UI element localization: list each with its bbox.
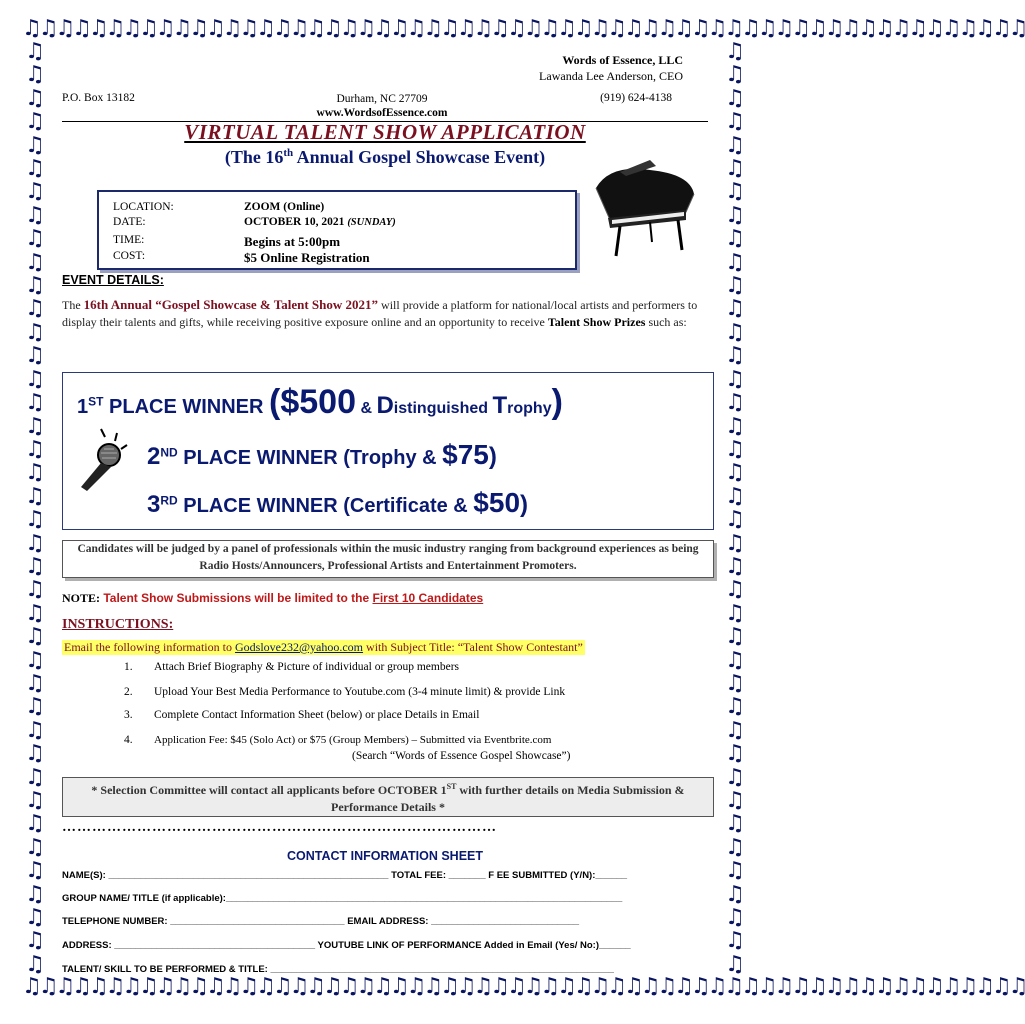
group-name-field[interactable]: GROUP NAME/ TITLE (if applicable):___________________________________________________________________________ [62, 893, 623, 904]
company-header [539, 52, 683, 84]
third-place-prize: 3RD PLACE WINNER (Certificate & $50) [147, 487, 529, 518]
event-info-box: LOCATION: ZOOM (Online) DATE: OCTOBER 10, 2021 (SUNDAY) TIME: Begins at 5:00pm COST: $5 Online Registration [97, 190, 577, 270]
city: Durham, NC 27709 [336, 93, 428, 105]
address-youtube-field[interactable]: ADDRESS: ______________________________________ YOUTUBE LINK OF PERFORMANCE Added in Email (Yes/ No:)______ [62, 940, 631, 951]
email-link[interactable]: Godslove232@yahoo.com [234, 640, 364, 654]
telephone-email-field[interactable]: TELEPHONE NUMBER: _________________________________ EMAIL ADDRESS: ____________________________ [62, 916, 580, 927]
first-candidates-link: First 10 Candidates [372, 591, 484, 605]
application-page: ♫♫♫♫♫♫♫♫♫♫♫♫♫♫♫♫♫♫♫♫♫♫♫♫♫♫♫♫♫♫♫♫♫♫♫♫♫♫♫♫♫♫♫♫♫♫♫♫♫♫♫♫♫♫♫♫♫♫♫♫ ♫♫♫♫♫♫♫♫♫♫♫♫♫♫♫♫♫♫♫♫♫♫♫♫♫♫♫♫♫♫♫♫♫♫♫♫♫♫♫♫♫♫♫♫♫♫♫♫♫♫♫♫♫♫♫♫♫♫♫♫ ♫ ♫ ♫ ♫ ♫ ♫ ♫ ♫ ♫ ♫ ♫ ♫ ♫ ♫ ♫ ♫ ♫ ♫ ♫ ♫ ♫ ♫ ♫ ♫ ♫ ♫ ♫ ♫ ♫ ♫ ♫ ♫ ♫ ♫ ♫ ♫ ♫ ♫ ♫ ♫ ♫ ♫ ♫ ♫ ♫ ♫ ♫ ♫ ♫ ♫ ♫ ♫ ♫ ♫ ♫ ♫ ♫ ♫ ♫ ♫ ♫ ♫ ♫ ♫ ♫ ♫ ♫ ♫ ♫ ♫ ♫ ♫ ♫ ♫ ♫ ♫ ♫ ♫ ♫ ♫ Words of Essence, LLC Lawanda Lee Anderson, CEO P.O. Box 13182 Durham, NC 27709 www.WordsofEssence.com (919) 624-4138 VIRTUAL TALENT SHOW APPLICATION (The 16th Annual Gospel Showcase Event) LOCATION: ZOOM (Online) DATE: OCTOBER 10, 2021 (SUNDAY) TIME: Begins at 5:00pm COST: $5 Online Registration EVENT DETAILS: The 16th Annual “Gospel Showcase & Talent Show 2021” will provide a platform for national/local artists and performers to display their talents and gifts, while receiving positive exposure online and an opportunity to receive Talent Show Prizes such as: 1ST PLACE WINNER ($500 & Distinguished Trophy) 2ND PLACE WINNER (Trophy & $75) 3RD PLACE WINNER (Certificate & $50) Candidates will be judged by a panel of professionals within the music industry ranging from background experiences as being Radio Hosts/Announcers, Professional Artists and Entertainment Promoters. NOTE: Talent Show Submissions will be limited to the First 10 Candidates INSTRUCTIONS: Email the following information to Godslove232@yahoo.com with Subject Title: “Talent Show Contestant” 1. Attach Brief Biography & Picture of individual or group members 2. Upload Your Best Media Performance to Youtube.com (3-4 minute limit) & provide Link 3. Complete Contact Information Sheet (below) or place Details in Email 4. Application Fee: $45 (Solo Act) or $75 (Group Members) – Submitted via Eventbrite.com (Search “Words of Essence Gospel Showcase”) * Selection Committee will contact all applicants before OCTOBER 1ST with further details on Media Submission & Performance Details * …………………………………………………………………………… CONTACT INFORMATION SHEET NAME(S): _____________________________________________________ TOTAL FEE: _______ F EE SUBMITTED (Y/N):______ GROUP NAME/ TITLE (if applicable):___________________________________________________________________________ TELEPHONE NUMBER: _________________________________ EMAIL ADDRESS: ____________________________ ADDRESS: ______________________________________ YOUTUBE LINK OF PERFORMANCE Added in Email (Yes/ No:)______ TALENT/ SKILL TO BE PERFORMED & TITLE: _________________________________________________________________ [22, 16, 1025, 999]
talent-skill-field[interactable]: TALENT/ SKILL TO BE PERFORMED & TITLE: _________________________________________________________________ [62, 964, 614, 975]
city-block [262, 92, 502, 120]
names-field[interactable]: NAME(S): _____________________________________________________ TOTAL FEE: _______ F EE SUBMITTED (Y/N):______ [62, 870, 628, 881]
page-subtitle: (The 16th Annual Gospel Showcase Event) [224, 147, 546, 167]
music-note-border-left: ♫ ♫ ♫ ♫ ♫ ♫ ♫ ♫ ♫ ♫ ♫ ♫ ♫ ♫ ♫ ♫ ♫ ♫ ♫ ♫ ♫ ♫ ♫ ♫ ♫ ♫ ♫ ♫ ♫ ♫ ♫ ♫ ♫ ♫ ♫ ♫ ♫ ♫ ♫ ♫ [25, 39, 45, 977]
page-title: VIRTUAL TALENT SHOW APPLICATION [184, 120, 586, 144]
selection-notice: * Selection Committee will contact all applicants before OCTOBER 1ST with further details on Media Submission & Performance Details * [62, 777, 714, 817]
judges-notice: Candidates will be judged by a panel of professionals within the music industry ranging from background experiences as being Radio Hosts/Announcers, Professional Artists and Entertainment Promoters. [62, 540, 714, 578]
event-details-heading: EVENT DETAILS: [62, 273, 164, 287]
music-note-border-right: ♫ ♫ ♫ ♫ ♫ ♫ ♫ ♫ ♫ ♫ ♫ ♫ ♫ ♫ ♫ ♫ ♫ ♫ ♫ ♫ ♫ ♫ ♫ ♫ ♫ ♫ ♫ ♫ ♫ ♫ ♫ ♫ ♫ ♫ ♫ ♫ ♫ ♫ ♫ ♫ [725, 39, 745, 977]
company-name: Words of Essence, LLC [562, 53, 683, 67]
grand-piano-image [590, 160, 700, 260]
contact-sheet-heading: CONTACT INFORMATION SHEET [286, 849, 484, 863]
company-ceo: Lawanda Lee Anderson, CEO [539, 69, 683, 83]
first-place-prize: 1ST PLACE WINNER ($500 & Distinguished Trophy) [77, 383, 563, 421]
prize-box [62, 372, 714, 530]
dotted-separator: …………………………………………………………………………… [62, 820, 497, 835]
phone-number: (919) 624-4138 [600, 92, 672, 104]
microphone-icon [71, 425, 141, 495]
second-place-prize: 2ND PLACE WINNER (Trophy & $75) [147, 439, 497, 470]
event-details-text: The 16th Annual “Gospel Showcase & Talent Show 2021” will provide a platform for national/local artists and performers to display their talents and gifts, while receiving positive exposure online and an opportunity to receive Talent Show Prizes such as: [62, 297, 698, 329]
music-note-border-top: ♫♫♫♫♫♫♫♫♫♫♫♫♫♫♫♫♫♫♫♫♫♫♫♫♫♫♫♫♫♫♫♫♫♫♫♫♫♫♫♫♫♫♫♫♫♫♫♫♫♫♫♫♫♫♫♫♫♫♫♫ [22, 16, 1025, 41]
website-link[interactable]: www.WordsofEssence.com [316, 107, 448, 119]
instructions-heading: INSTRUCTIONS: [62, 617, 174, 632]
note-line: NOTE: Talent Show Submissions will be limited to the First 10 Candidates [62, 591, 484, 605]
po-box: P.O. Box 13182 [62, 92, 135, 104]
email-instruction: Email the following information to Godslove232@yahoo.com with Subject Title: “Talent Show Contestant” [64, 640, 583, 654]
music-note-border-bottom: ♫♫♫♫♫♫♫♫♫♫♫♫♫♫♫♫♫♫♫♫♫♫♫♫♫♫♫♫♫♫♫♫♫♫♫♫♫♫♫♫♫♫♫♫♫♫♫♫♫♫♫♫♫♫♫♫♫♫♫♫ [22, 974, 1025, 999]
